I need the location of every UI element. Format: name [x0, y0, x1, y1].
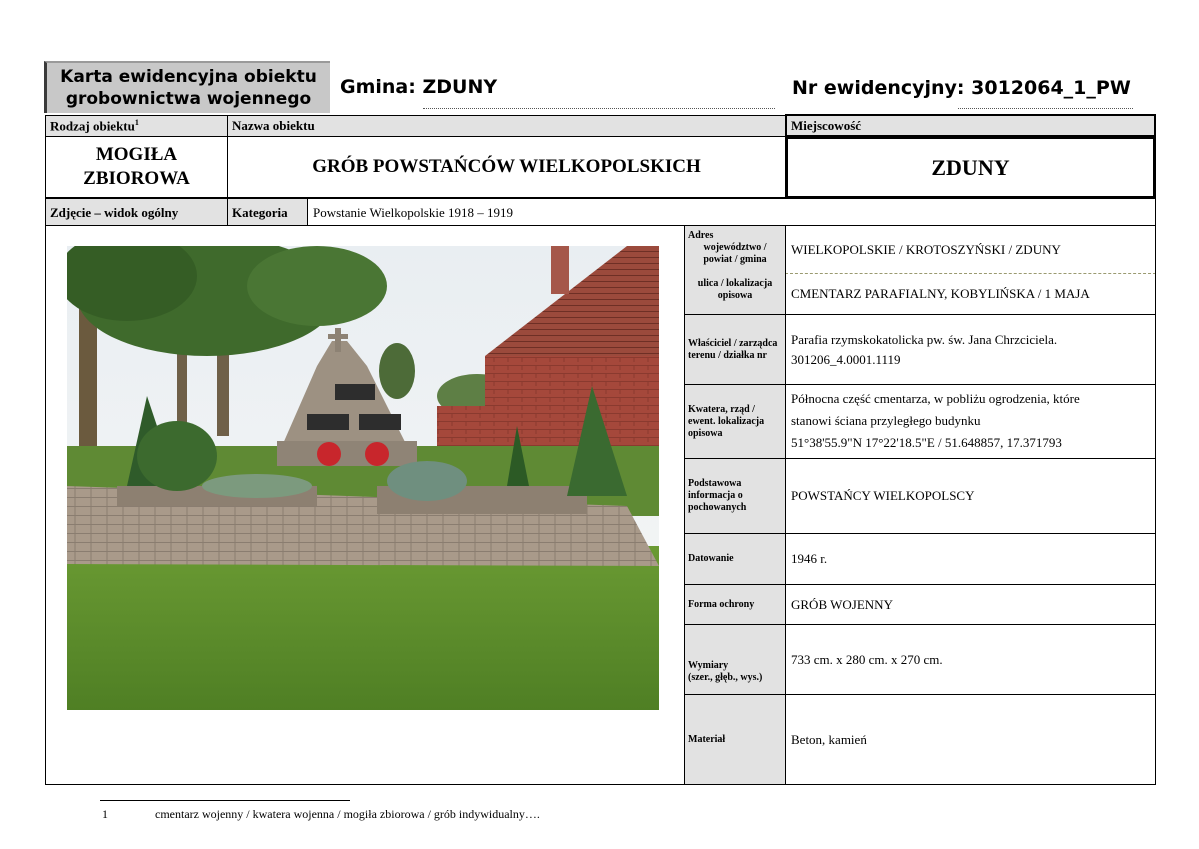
wlasciciel-value: [785, 314, 1156, 385]
grave-photo: [67, 246, 659, 710]
card-title-line1: Karta ewidencyjna obiektu: [60, 67, 317, 87]
footnote-ref: 1: [134, 118, 139, 127]
adres-label-block: [684, 225, 786, 315]
woj-value: WIELKOPOLSKIE / KROTOSZYŃSKI / ZDUNY: [785, 225, 1156, 274]
registry-number: Nr ewidencyjny: 3012064_1_PW: [792, 77, 1131, 99]
rodzaj-header: [45, 115, 228, 137]
wymiary-sub-label: (szer., głęb., wys.): [688, 672, 763, 683]
miejscowosc-value: ZDUNY: [785, 136, 1156, 199]
card-title: [44, 61, 330, 113]
wymiary-label-block: [684, 624, 786, 695]
kategoria-header: Kategoria: [227, 198, 308, 226]
grave-photo-image: [67, 246, 659, 710]
wlasciciel-value-line2: 301206_4.0001.1119: [791, 352, 901, 367]
datowanie-value: 1946 r.: [785, 533, 1156, 585]
woj-label: województwo / powiat / gmina: [703, 242, 767, 265]
podstawowa-label: Podstawowa informacja o pochowanych: [684, 458, 786, 534]
forma-value: GRÓB WOJENNY: [785, 584, 1156, 625]
forma-label: Forma ochrony: [684, 584, 786, 625]
kwatera-value-line1: Północna część cmentarza, w pobliżu ogrodzenia, które: [791, 391, 1080, 406]
wymiary-label: Wymiary: [688, 660, 729, 671]
footnote-separator: [100, 800, 350, 801]
material-value: Beton, kamień: [785, 694, 1156, 785]
rodzaj-value-line2: ZBIOROWA: [83, 168, 190, 189]
material-label: Materiał: [684, 694, 786, 785]
gmina-dotted-line: [423, 108, 775, 109]
nazwa-header: Nazwa obiektu: [227, 115, 786, 137]
rodzaj-value-line1: MOGIŁA: [95, 144, 178, 165]
kwatera-label: Kwatera, rząd / ewent. lokalizacja opisowa: [684, 384, 786, 459]
ulica-label: ulica / lokalizacja opisowa: [697, 278, 773, 301]
card-title-line2: grobownictwa wojennego: [65, 89, 312, 109]
datowanie-label: Datowanie: [684, 533, 786, 585]
kwatera-value: [785, 384, 1156, 459]
miejscowosc-header: Miejscowość: [785, 114, 1156, 137]
rodzaj-value: [45, 136, 228, 198]
nazwa-value: GRÓB POWSTAŃCÓW WIELKOPOLSKICH: [227, 136, 786, 198]
adres-heading: Adres: [688, 230, 714, 241]
wlasciciel-label: Właściciel / zarządca terenu / działka nr: [684, 314, 786, 385]
zdjecie-header: Zdjęcie – widok ogólny: [45, 198, 228, 226]
kwatera-value-line2: stanowi ściana przyległego budynku: [791, 413, 981, 428]
wlasciciel-value-line1: Parafia rzymskokatolicka pw. św. Jana Chrzciciela.: [791, 332, 1058, 347]
rodzaj-header-text: Rodzaj obiektu: [50, 118, 135, 134]
kwatera-coordinates: 51°38'55.9"N 17°22'18.5"E / 51.648857, 17.371793: [791, 435, 1062, 450]
registry-dotted-line: [958, 108, 1133, 109]
podstawowa-value: POWSTAŃCY WIELKOPOLSCY: [785, 458, 1156, 534]
footnote-number: 1: [102, 807, 108, 821]
kategoria-value: Powstanie Wielkopolskie 1918 – 1919: [307, 198, 1156, 226]
wymiary-value: 733 cm. x 280 cm. x 270 cm.: [785, 624, 1156, 695]
ulica-value: CMENTARZ PARAFIALNY, KOBYLIŃSKA / 1 MAJA: [785, 273, 1156, 315]
gmina-label: Gmina: ZDUNY: [340, 76, 498, 98]
footnote-text: cmentarz wojenny / kwatera wojenna / mogiła zbiorowa / grób indywidualny….: [155, 807, 540, 821]
